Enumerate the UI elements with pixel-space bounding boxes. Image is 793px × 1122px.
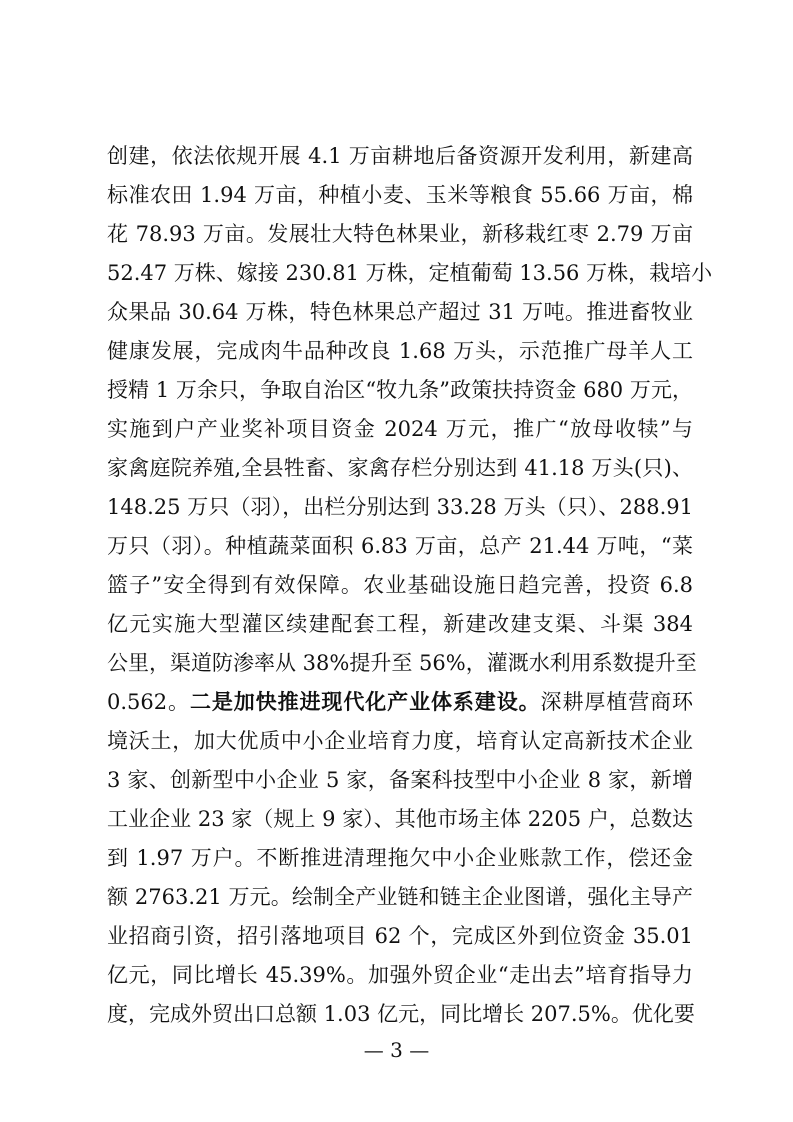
body-line: 创建，依法依规开展 4.1 万亩耕地后备资源开发利用，新建高 bbox=[107, 144, 693, 168]
body-line: 额 2763.21 万元。绘制全产业链和链主企业图谱，强化主导产 bbox=[107, 885, 693, 909]
body-line: 家禽庭院养殖,全县牲畜、家禽存栏分别达到 41.18 万头(只)、 bbox=[107, 456, 693, 480]
body-line: 到 1.97 万户。不断推进清理拖欠中小企业账款工作，偿还金 bbox=[107, 846, 693, 870]
body-line: 境沃土，加大优质中小企业培育力度，培育认定高新技术企业 bbox=[107, 729, 693, 753]
line-prefix: 0.562。 bbox=[107, 690, 190, 714]
page-number: — 3 — bbox=[363, 1038, 430, 1062]
body-line-with-heading bbox=[107, 684, 693, 720]
body-line: 标准农田 1.94 万亩，种植小麦、玉米等粮食 55.66 万亩，棉 bbox=[107, 183, 693, 207]
body-line: 健康发展，完成肉牛品种改良 1.68 万头，示范推广母羊人工 bbox=[107, 339, 693, 363]
body-line: 亿元实施大型灌区续建配套工程，新建改建支渠、斗渠 384 bbox=[107, 612, 693, 636]
body-line: 3 家、创新型中小企业 5 家，备案科技型中小企业 8 家，新增 bbox=[107, 768, 693, 792]
body-line: 花 78.93 万亩。发展壮大特色林果业，新移栽红枣 2.79 万亩 bbox=[107, 222, 693, 246]
body-line: 公里，渠道防渗率从 38%提升至 56%，灌溉水利用系数提升至 bbox=[107, 651, 697, 675]
body-line: 52.47 万株、嫁接 230.81 万株，定植葡萄 13.56 万株，栽培小 bbox=[107, 261, 713, 285]
body-line: 篮子”安全得到有效保障。农业基础设施日趋完善，投资 6.8 bbox=[107, 573, 693, 597]
line-suffix: 深耕厚植营商环 bbox=[540, 690, 694, 714]
body-line: 度，完成外贸出口总额 1.03 亿元，同比增长 207.5%。优化要 bbox=[107, 1002, 695, 1026]
body-line: 授精 1 万余只，争取自治区“牧九条”政策扶持资金 680 万元， bbox=[107, 378, 693, 402]
body-line: 万只（羽）。种植蔬菜面积 6.83 万亩，总产 21.44 万吨，“菜 bbox=[107, 534, 693, 558]
body-line: 实施到户产业奖补项目资金 2024 万元，推广“放母收犊”与 bbox=[107, 417, 693, 441]
body-line: 业招商引资，招引落地项目 62 个，完成区外到位资金 35.01 bbox=[107, 924, 693, 948]
body-line: 众果品 30.64 万株，特色林果总产超过 31 万吨。推进畜牧业 bbox=[107, 300, 693, 324]
body-line: 工业企业 23 家（规上 9 家）、其他市场主体 2205 户，总数达 bbox=[107, 807, 693, 831]
body-line: 148.25 万只（羽），出栏分别达到 33.28 万头（只）、288.91 bbox=[107, 495, 693, 519]
section-heading: 二是加快推进现代化产业体系建设。 bbox=[189, 690, 541, 714]
body-line: 亿元，同比增长 45.39%。加强外贸企业“走出去”培育指导力 bbox=[107, 963, 693, 987]
